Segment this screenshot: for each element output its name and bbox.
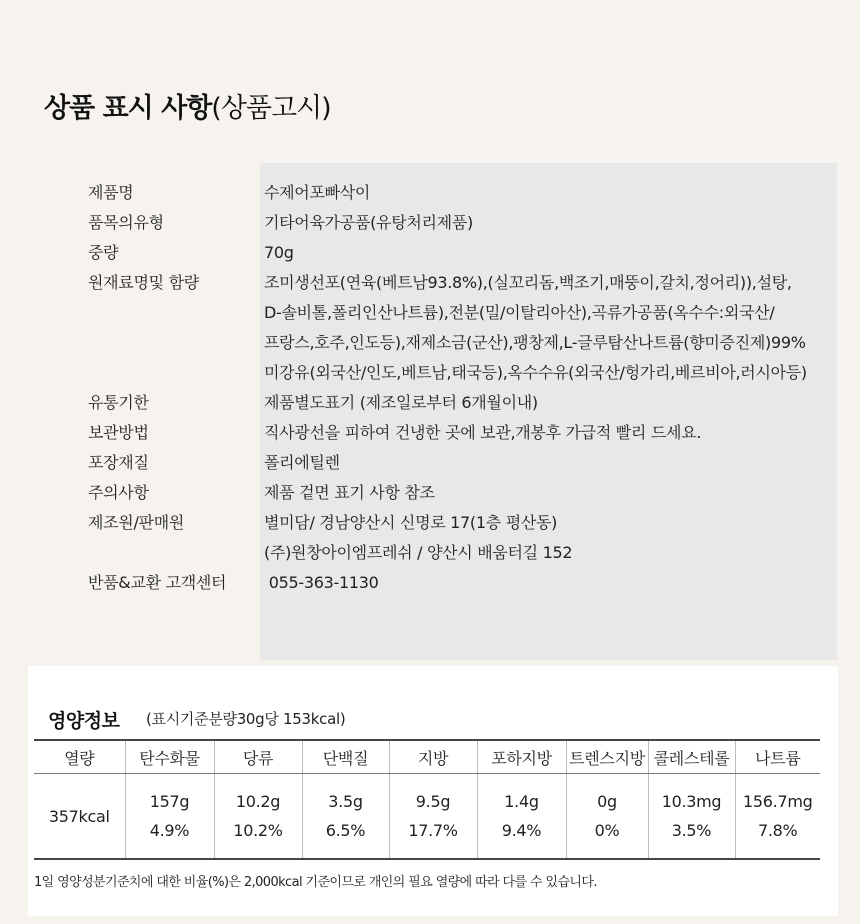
info-value: 직사광선을 피하여 건냉한 곳에 보관,개봉후 가급적 빨리 드세요. — [264, 423, 702, 442]
info-value: 폴리에틸렌 — [264, 453, 340, 472]
page-title-sub: (상품고시) — [211, 93, 331, 124]
percent: 7.8% — [758, 821, 798, 840]
info-label: 원재료명및 함량 — [88, 273, 199, 292]
info-label: 보관방법 — [88, 423, 149, 442]
page-title — [44, 86, 331, 125]
amount: 156.7mg — [743, 792, 813, 811]
page-title-main: 상품 표시 사항 — [44, 93, 212, 124]
col-header-sodium: 나트륨 — [735, 740, 820, 774]
info-label: 제품명 — [88, 183, 134, 202]
col-header-protein: 단백질 — [302, 740, 389, 774]
info-row-storage — [88, 418, 848, 448]
nutrition-panel — [28, 666, 838, 916]
product-info-list — [88, 178, 848, 598]
info-label: 제조원/판매원 — [88, 513, 185, 532]
info-row-packaging — [88, 448, 848, 478]
info-value: 조미생선포(연육(베트남93.8%),(실꼬리돔,백조기,매뚱이,갈치,정어리)),설탕, — [264, 273, 792, 292]
percent: 0% — [594, 821, 620, 840]
percent: 4.9% — [149, 821, 190, 840]
amount: 10.3mg — [661, 792, 722, 811]
info-value: 제품별도표기 (제조일로부터 6개월이내) — [264, 393, 538, 412]
info-row-caution — [88, 478, 848, 508]
percent: 6.5% — [325, 821, 366, 840]
cell-carbohydrate — [125, 774, 214, 860]
percent: 17.7% — [408, 821, 458, 840]
col-header-carbohydrate: 탄수화물 — [125, 740, 214, 774]
amount: 9.5g — [415, 792, 451, 811]
cell-saturated-fat — [477, 774, 566, 860]
info-value: 70g — [264, 243, 294, 262]
col-header-trans-fat: 트렌스지방 — [566, 740, 648, 774]
info-value: 별미담/ 경남양산시 신명로 17(1층 평산동) — [264, 513, 558, 532]
percent: 3.5% — [671, 821, 712, 840]
col-header-calories: 열량 — [34, 740, 125, 774]
amount: 157g — [149, 792, 190, 811]
nutrition-subheading: (표시기준분량30g당 153kcal) — [146, 710, 346, 728]
cell-sodium — [735, 774, 820, 860]
amount: 10.2g — [235, 792, 281, 811]
info-label: 중량 — [88, 243, 119, 262]
info-row-product-name — [88, 178, 848, 208]
col-header-cholesterol: 콜레스테롤 — [648, 740, 735, 774]
amount: 1.4g — [504, 792, 539, 811]
nutrition-heading: 영양정보 — [48, 710, 120, 732]
cell-fat — [389, 774, 477, 860]
amount: 0g — [597, 792, 617, 811]
nutrition-table — [34, 739, 820, 860]
info-label: 포장재질 — [88, 453, 149, 472]
cell-protein — [302, 774, 389, 860]
info-row-type — [88, 208, 848, 238]
col-header-sugars: 당류 — [214, 740, 302, 774]
col-header-fat: 지방 — [389, 740, 477, 774]
percent: 9.4% — [501, 821, 542, 840]
info-value: 055-363-1130 — [264, 573, 379, 592]
info-value: 제품 겉면 표기 사항 참조 — [264, 483, 435, 502]
cell-calories — [34, 774, 125, 860]
info-value: D-솔비톨,폴리인산나트륨),전분(밀/이탈리아산),곡류가공품(옥수수:외국산/ — [264, 303, 775, 322]
cell-cholesterol — [648, 774, 735, 860]
info-value: 수제어포빠삭이 — [264, 183, 371, 202]
nutrition-footnote: 1일 영양성분기준치에 대한 비율(%)은 2,000kcal 기준이므로 개인의 필요 열량에 따라 다를 수 있습니다. — [34, 875, 597, 890]
info-value: 미강유(외국산/인도,베트남,태국등),옥수수유(외국산/헝가리,베르비아,러시아등) — [264, 363, 807, 382]
nutrition-header-row — [34, 740, 820, 774]
col-header-saturated-fat: 포하지방 — [477, 740, 566, 774]
info-label: 주의사항 — [88, 483, 149, 502]
info-label: 반품&교환 고객센터 — [88, 573, 227, 592]
info-row-customer-center — [88, 568, 848, 598]
info-row-expiry — [88, 388, 848, 418]
info-row-weight — [88, 238, 848, 268]
info-value: (주)원창아이엠프레쉬 / 양산시 배움터길 152 — [264, 543, 573, 562]
cell-trans-fat — [566, 774, 648, 860]
info-value: 프랑스,호주,인도등),재제소금(군산),팽창제,L-글루탐산나트륨(향미증진제)99% — [264, 333, 806, 352]
info-row-manufacturer — [88, 508, 848, 568]
amount: 3.5g — [328, 792, 363, 811]
nutrition-value-row — [34, 774, 820, 860]
info-label: 유통기한 — [88, 393, 149, 412]
amount: 357kcal — [48, 806, 110, 826]
percent: 10.2% — [233, 821, 283, 840]
info-value: 기타어육가공품(유탕처리제품) — [264, 213, 473, 232]
info-row-ingredients — [88, 268, 848, 388]
info-label: 품목의유형 — [88, 213, 164, 232]
cell-sugars — [214, 774, 302, 860]
